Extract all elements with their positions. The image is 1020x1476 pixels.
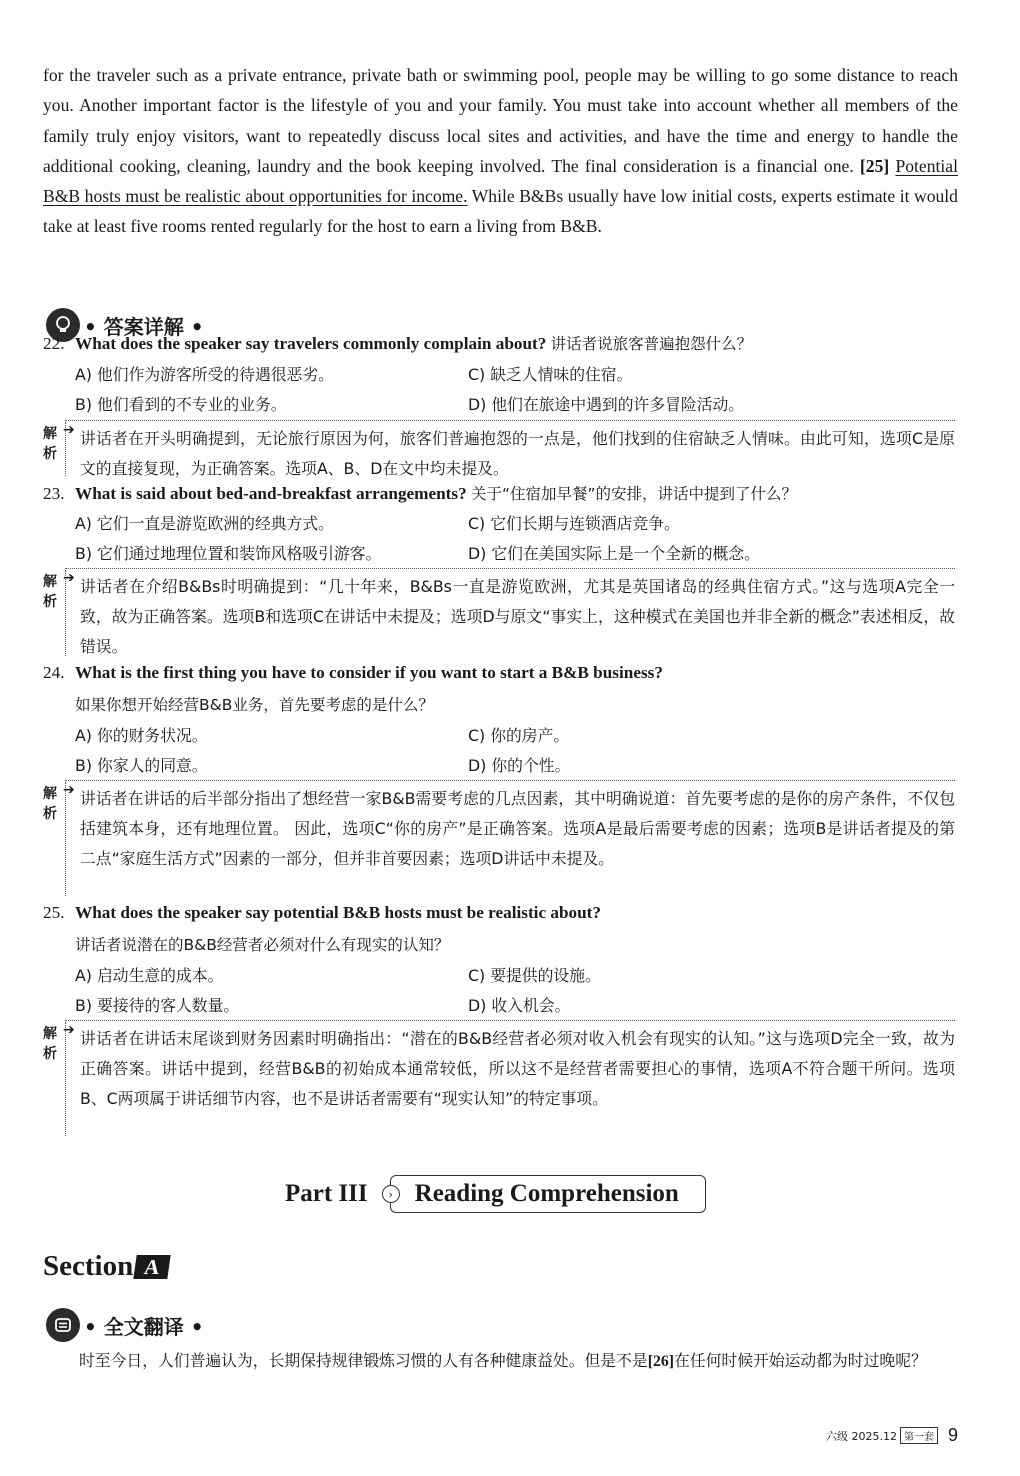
answers-section-title: • 答案详解 • [84,314,204,339]
question-25 [43,903,601,923]
arrow-icon: ➔ [63,782,75,798]
part-label: Part III [285,1180,368,1207]
part-heading [285,1175,706,1213]
document-icon [46,1308,80,1342]
arrow-icon: ➔ [63,1022,75,1038]
explanation-23 [43,568,955,660]
option-b: B) 你家人的同意。 [75,756,208,775]
section-letter: A [134,1255,171,1279]
intro-paragraph [43,60,958,242]
question-stem-cn: 关于“住宿加早餐”的安排，讲话中提到了什么？ [470,485,798,503]
explanation-tag: 解析 [43,426,57,462]
explanation-text: 讲话者在介绍B&Bs时明确提到：“几十年来，B&Bs一直是游览欧洲，尤其是英国诸岛的经典住宿方式。”这与选项A完全一致，故为正确答案。选项B和选项C在讲话中未提及；选项D与原文“事实上，这种模式在美国也并非全新的概念”表述相反，故错误。 [80,577,955,657]
option-b: B) 他们看到的不专业的业务。 [75,395,287,414]
underlined-sentence: Potential B&B hosts must be realistic about opportunities for income. [43,155,958,207]
option-c: C) 要提供的设施。 [468,966,601,985]
question-marker: [25] [859,155,890,176]
section-heading [43,1250,169,1283]
arrow-icon: ➔ [63,422,75,438]
option-d: D) 你的个性。 [468,756,571,775]
option-d: D) 它们在美国实际上是一个全新的概念。 [468,544,760,563]
question-stem: What does the speaker say potential B&B hosts must be realistic about? [75,903,601,922]
question-number: 23. [43,484,65,503]
explanation-tag: 解析 [43,1026,57,1062]
explanation-text: 讲话者在讲话的后半部分指出了想经营一家B&B需要考虑的几点因素，其中明确说道：首先要考虑的是你的房产条件，不仅包括建筑本身，还有地理位置。 因此，选项C“你的房产”是正确答案。选项A是最后需要考虑的因素；选项B是讲话者提及的第二点“家庭生活方式”因素的一部分，但并非首要因素；选项D讲话中未提及。 [80,789,955,869]
translation-text-end: 在任何时候开始运动都为时过晚呢？ [674,1351,927,1370]
question-stem: What is the first thing you have to consider if you want to start a B&B business? [75,663,663,682]
option-a: A) 启动生意的成本。 [75,966,224,985]
question-number: 24. [43,663,65,682]
question-24 [43,663,663,683]
question-stem-cn: 讲话者说旅客普遍抱怨什么？ [550,335,753,353]
option-c: C) 缺乏人情味的住宿。 [468,365,633,384]
option-d: D) 他们在旅途中遇到的许多冒险活动。 [468,395,745,414]
option-a: A) 你的财务状况。 [75,726,208,745]
question-marker: [26] [647,1353,675,1370]
explanation-25 [43,1020,955,1140]
option-b: B) 要接待的客人数量。 [75,996,240,1015]
intro-text-end: While B&Bs usually have low initial costs, experts estimate it would take at least five rooms rented regularly for the host to earn a living from B&B. [43,186,958,237]
explanation-tag: 解析 [43,574,57,610]
option-c: C) 你的房产。 [468,726,570,745]
question-stem: What is said about bed-and-breakfast arrangements? [75,484,467,503]
footer-set: 第一套 [900,1427,938,1444]
option-c: C) 它们长期与连锁酒店竞争。 [468,514,680,533]
part-title-box [390,1175,706,1213]
footer-level: 六级 2025.12 [826,1429,897,1443]
explanation-text: 讲话者在开头明确提到，无论旅行原因为何，旅客们普遍抱怨的一点是，他们找到的住宿缺乏人情味。由此可知，选项C是原文的直接复现，为正确答案。选项A、B、D在文中均未提及。 [80,429,955,479]
question-23 [43,482,797,504]
explanation-tag: 解析 [43,786,57,822]
arrow-icon: ➔ [63,570,75,586]
translation-paragraph [43,1346,955,1377]
question-stem-cn: 如果你想开始经营B&B业务，首先要考虑的是什么？ [75,696,434,714]
question-stem: What does the speaker say travelers commonly complain about? [75,334,547,353]
explanation-24 [43,780,955,900]
page-footer [826,1425,958,1446]
option-b: B) 它们通过地理位置和装饰风格吸引游客。 [75,544,382,563]
explanation-text: 讲话者在讲话末尾谈到财务因素时明确指出：“潜在的B&B经营者必须对收入机会有现实的认知。”这与选项D完全一致，故为正确答案。讲话中提到，经营B&B的初始成本通常较低，所以这不是经营者需要担心的事情，选项A不符合题干所问。选项B、C两项属于讲话细节内容，也不是讲话者需要有“现实认知”的特定事项。 [80,1029,955,1109]
translation-section-title: • 全文翻译 • [84,1314,204,1339]
question-number: 25. [43,903,65,922]
option-a: A) 它们一直是游览欧洲的经典方式。 [75,514,334,533]
question-number: 22. [43,334,65,353]
explanation-22 [43,420,955,480]
translation-section-header [46,1308,204,1342]
arrow-circle-icon: › [382,1185,400,1203]
question-22 [43,332,752,354]
page-number: 9 [947,1425,958,1445]
option-a: A) 他们作为游客所受的待遇很恶劣。 [75,365,334,384]
section-word: Section [43,1250,134,1282]
part-title: Reading Comprehension [414,1180,679,1207]
question-stem-cn: 讲话者说潜在的B&B经营者必须对什么有现实的认知？ [75,936,450,954]
option-d: D) 收入机会。 [468,996,571,1015]
intro-text: for the traveler such as a private entrance, private bath or swimming pool, people may be willing to go some distance to reach you. Another important factor is the lifestyle of you and your family. You must take into account whether all members of the family truly enjoy visitors, want to repeatedly discuss local sites and activities, and have the time and energy to handle the additional cooking, cleaning, laundry and the book keeping involved. The final consideration is a financial one. [43,65,958,176]
translation-text: 时至今日，人们普遍认为，长期保持规律锻炼习惯的人有各种健康益处。但是不是 [79,1351,648,1370]
